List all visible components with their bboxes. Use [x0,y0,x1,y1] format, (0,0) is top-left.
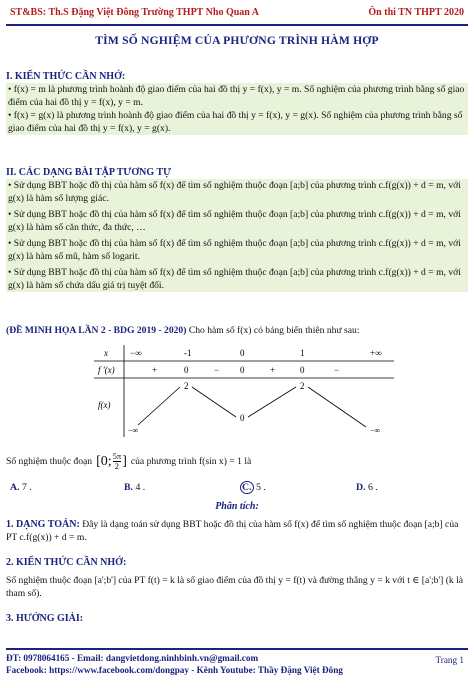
answer-a [10,482,32,493]
section-knowledge-heading: I. KIẾN THỨC CẦN NHỚ: [6,71,126,82]
x-value: -1 [184,348,192,358]
analysis-step-1 [6,518,468,544]
page-title: TÌM SỐ NGHIỆM CỦA PHƯƠNG TRÌNH HÀM HỢP [95,34,379,47]
arrow-down-2 [308,387,366,427]
knowledge-bullet-2: • f(x) = g(x) là phương trình hoành độ giao điểm của hai đồ thị y = f(x), y = g(x). Số nghiệm của phương trình bằng số giao điểm của hai đồ thị y = f(x), y = g(x). [8,110,463,134]
row-label-f: f(x) [98,400,111,410]
section-knowledge-box [6,83,468,135]
problem-text: Cho hàm số f(x) có bảng biến thiên như sau: [186,325,360,336]
sign: 0 [300,365,305,375]
interval-fraction [113,452,122,471]
analysis-step-2-text: Số nghiệm thuộc đoạn [a';b'] của PT f(t) = k là số giao điểm của đồ thị y = f(t) và đường thẳng y = k với t ∈ [a';b'] (k là tham số). [6,575,464,599]
sign: 0 [240,365,245,375]
analysis-heading: Phân tích: [215,501,259,512]
question-line [6,452,468,471]
exercise-bullet-3: • Sử dụng BBT hoặc đồ thị của hàm số f(x) để tìm số nghiệm thuộc đoạn [a;b] của phương trình c.f(g(x)) + d = m, với g(x) là hàm số mũ, hàm số logarit. [8,238,461,262]
f-min: 0 [240,413,245,423]
problem-statement [6,325,468,336]
row-label-x: x [104,348,108,358]
header-left: ST&BS: Th.S Đặng Việt Đông Trường THPT Nho Quan A [10,7,260,18]
exercise-bullet-4: • Sử dụng BBT hoặc đồ thị của hàm số f(x) để tìm số nghiệm thuộc đoạn [a;b] của phương trình c.f(g(x)) + d = m, với g(x) là hàm số chứa dấu giá trị tuyệt đối. [8,267,461,291]
interval-left: [0; [96,454,112,469]
x-value: 1 [300,348,305,358]
sign: 0 [184,365,189,375]
answer-value: 7 . [21,482,32,493]
question-post: của phương trình f(sin x) = 1 là [130,456,252,467]
step-1-title: 1. DẠNG TOÁN: [6,519,80,530]
step-1-text: Đây là dạng toán sử dụng BBT hoặc đồ thị của hàm số f(x) để tìm số nghiệm thuộc đoạn [a;b] của PT c.f(g(x)) + d = m. [6,519,459,543]
section-knowledge [6,70,468,135]
analysis-step-3 [6,612,468,625]
exercise-bullet-1: • Sử dụng BBT hoặc đồ thị của hàm số f(x) để tìm số nghiệm thuộc đoạn [a;b] của phương trình c.f(g(x)) + d = m, với g(x) là hàm số lượng giác. [8,180,461,204]
footer-links: Facebook: https://www.facebook.com/dongpay - Kênh Youtube: Thầy Đặng Việt Đông [6,665,343,675]
step-3-title: 3. HƯỚNG GIẢI: [6,613,84,624]
answer-d [356,482,378,493]
answer-c [240,482,266,493]
fraction-numerator: 5π [112,451,122,461]
answer-value: 5 . [255,482,266,493]
section-exercises [6,166,468,292]
problem-source: (ĐỀ MINH HỌA LẦN 2 - BDG 2019 - 2020) [6,325,187,336]
row-label-fp: f '(x) [98,365,115,375]
page-footer [6,648,468,676]
x-value: 0 [240,348,245,358]
header-right: Ôn thi TN THPT 2020 [368,7,464,18]
question-pre: Số nghiệm thuộc đoạn [6,456,93,467]
x-value: −∞ [130,348,142,358]
f-max-2: 2 [300,381,305,391]
interval-right: ] [122,454,127,469]
sign: − [334,365,340,375]
answer-letter: D. [356,482,366,493]
section-exercises-box [6,179,468,292]
arrow-up-2 [248,387,296,417]
variation-table [94,345,394,437]
arrow-down-1 [192,387,236,417]
answer-letter: C. [242,482,252,493]
page-number: Trang 1 [435,655,464,665]
sign: − [214,365,220,375]
footer-contact: ĐT: 0978064165 - Email: dangvietdong.ninhbinh.vn@gmail.com [6,653,259,663]
analysis-step-2-title [6,556,468,569]
exercise-bullet-2: • Sử dụng BBT hoặc đồ thị của hàm số f(x) để tìm số nghiệm thuộc đoạn [a;b] của phương trình c.f(g(x)) + d = m, với g(x) là hàm số căn thức, đa thức, … [8,209,461,233]
f-max-1: 2 [184,381,189,391]
f-right-end: −∞ [370,426,381,435]
answer-b [124,482,145,493]
answer-letter: B. [124,482,133,493]
knowledge-bullet-1: • f(x) = m là phương trình hoành độ giao điểm của hai đồ thị y = f(x), y = m. Số nghiệm của phương trình bằng số giao điểm của hai đồ thị y = f(x), y = m. [8,84,465,108]
sign: + [270,365,276,375]
arrow-up-1 [138,387,180,425]
page-header [6,2,468,26]
sign: + [152,365,158,375]
answer-letter: A. [10,482,20,493]
f-left-end: −∞ [128,426,139,435]
fraction-denominator: 2 [114,461,120,471]
step-2-title: 2. KIẾN THỨC CẦN NHỚ: [6,557,127,568]
answer-value: 4 . [135,482,146,493]
answer-value: 6 . [367,482,378,493]
section-exercises-heading: II. CÁC DẠNG BÀI TẬP TƯƠNG TỰ [6,167,172,178]
x-value: +∞ [370,348,382,358]
